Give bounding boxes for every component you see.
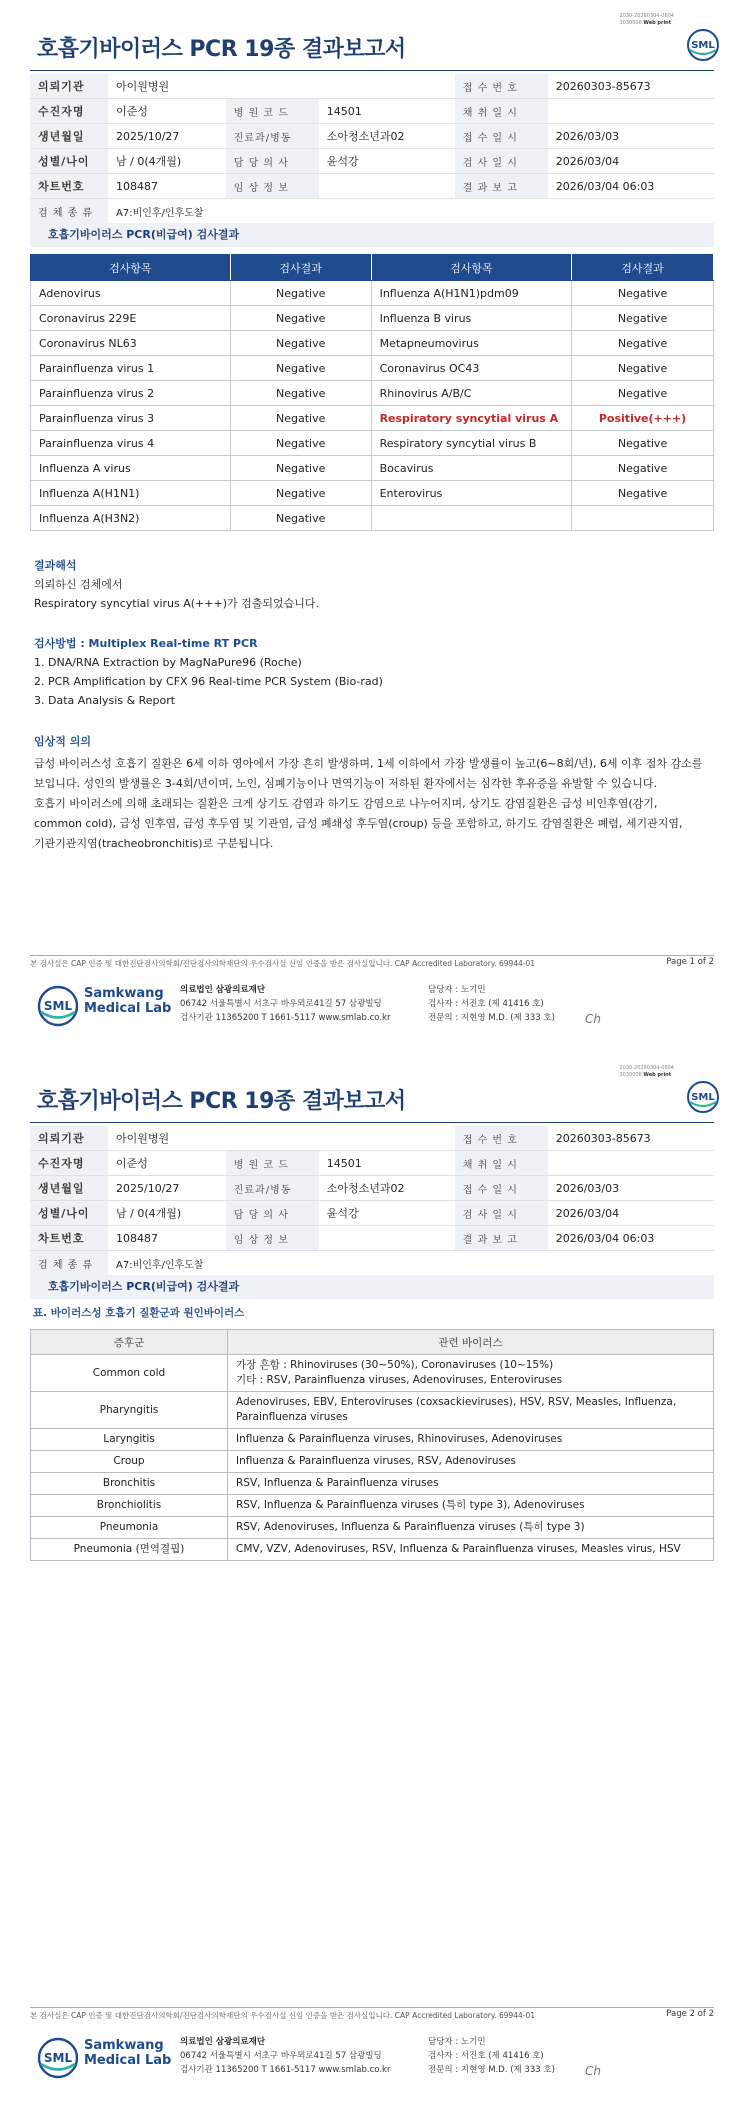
hospital-code: 14501 xyxy=(319,99,455,124)
test-result xyxy=(572,506,714,531)
test-item: Coronavirus OC43 xyxy=(371,356,572,381)
svg-text:SML: SML xyxy=(691,40,715,51)
footer-note: 본 검사실은 CAP 인증 및 대한진단검사의학회/진단검사의학재단의 우수검사실 신임 인증을 받은 검사실입니다. CAP Accredited Laboratory. 69944-01 xyxy=(30,2011,536,2020)
clinical-significance-block: 임상적 의의 급성 바이러스성 호흡기 질환은 6세 이하 영아에서 가장 흔히 발생하며, 1세 이하에서 가장 발생률이 높고(6~8회/년), 6세 이후 점차 감소를 보입니다. 성인의 발생률은 3-4회/년이며, 노인, 심폐기능이나 면역기능이 저하된 환자에서는 심각한 후유증을 유발할 수 있습니다. 호흡기 바이러스에 의해 초래되는 질환은 크게 상기도 감염과 하기도 감염으로 나누어지며, 상기도 감염질환은 급성 비인후염(감기, common cold), 급성 인후염, 급성 후두염 및 기관염, 급성 폐쇄성 후두염(croup) 등을 포함하고, 하기도 감염질환은 폐렴, 세기관지염, 기관기관지염(tracheobronchitis)로 구분됩니다. xyxy=(34,735,703,850)
test-item: Influenza A virus xyxy=(31,456,231,481)
interpretation-block: 결과해석 의뢰하신 검체에서 Respiratory syncytial virus A(+++)가 검출되었습니다. xyxy=(34,559,319,610)
test-item: Influenza A(H1N1)pdm09 xyxy=(371,281,572,306)
results-table: 검사항목 검사결과 검사항목 검사결과 Adenovirus Negative Influenza A(H1N1)pdm09 Negative Coronavirus 229E Negative Influenza B virus Negative Coronavirus NL63 Negative Metapneumovirus Negative Parainfluenza virus 1 Negative Coronavirus OC43 Negative Parainfluenza virus 2 Negative Rhinovirus A/B/C Negative Parainfluenza virus 3 Negative Respiratory syncytial virus A Positive(+++) Parainfluenza virus 4 Negative Respiratory syncytial virus B Negative Influenza A virus Negative Bocavirus Negative Influenza A(H1N1) Negative Enterovirus Negative Influenza A(H3N2) Negative xyxy=(30,254,714,531)
test-item: Enterovirus xyxy=(371,481,572,506)
test-result: Negative xyxy=(572,356,714,381)
test-result: Negative xyxy=(572,381,714,406)
results-section-title: 호흡기바이러스 PCR(비급여) 검사결과 xyxy=(30,223,714,247)
test-result: Negative xyxy=(230,431,371,456)
report-date: 2026/03/04 06:03 xyxy=(548,174,714,199)
disease-row xyxy=(31,1451,714,1473)
syndrome: Pneumonia xyxy=(31,1517,228,1539)
test-result: Negative xyxy=(572,481,714,506)
test-result: Positive(+++) xyxy=(572,406,714,431)
disease-row xyxy=(31,1392,714,1429)
test-item: Coronavirus NL63 xyxy=(31,331,231,356)
department: 소아청소년과02 xyxy=(319,124,455,149)
patient-info-table: 의뢰기관 아이원병원 접 수 번 호 20260303-85673 수진자명 이준성 병 원 코 드 14501 채 취 일 시 생년월일 2025/10/27 진료과/병동 소아청소년과02 접 수 일 시 2026/03/03 성별/나이 남 / 0(4개월) 담 당 의 사 윤석강 검 사 일 시 2026/03/04 차트번호 108487 임 상 정 보 결 과 보 고 2026/03/04 06:03 검 체 종 류 A7:비인후/인후도찰 xyxy=(30,1126,714,1276)
disease-row xyxy=(31,1429,714,1451)
print-stamp: 2030-20260304-0604 3030006 Web print xyxy=(619,13,674,26)
sml-logo-icon xyxy=(37,2037,79,2079)
test-item: Influenza A(H1N1) xyxy=(31,481,231,506)
page-number: Page 1 of 2 xyxy=(666,957,714,967)
test-result: Negative xyxy=(572,331,714,356)
syndrome: Pharyngitis xyxy=(31,1392,228,1429)
method-block: 검사방법 : Multiplex Real-time RT PCR 1. DNA/RNA Extraction by MagNaPure96 (Roche) 2. PCR Amplification by CFX 96 Real-time PCR System (Bio-rad) 3. Data Analysis & Report xyxy=(34,637,383,707)
test-item: Coronavirus 229E xyxy=(31,306,231,331)
test-result: Negative xyxy=(230,331,371,356)
svg-text:SML: SML xyxy=(43,2051,73,2065)
related-viruses: RSV, Adenoviruses, Influenza & Parainfluenza viruses (특히 type 3) xyxy=(228,1517,714,1539)
syndrome: Common cold xyxy=(31,1355,228,1392)
sml-logo-icon xyxy=(686,1080,720,1114)
test-result: Negative xyxy=(230,506,371,531)
syndrome: Bronchiolitis xyxy=(31,1495,228,1517)
brand-name: Samkwang Medical Lab xyxy=(84,986,172,1016)
disease-virus-table: 증후군 관련 바이러스 Common cold 가장 흔함 : Rhinoviruses (30~50%), Coronaviruses (10~15%) 기타 : RSV, Parainfluenza viruses, Adenoviruses, Enteroviruses Pharyngitis Adenoviruses, EBV, Enteroviruses (coxsackieviruses), HSV, RSV, Measles, Influenza, Parainfluenza viruses Laryngitis Influenza & Parainfluenza viruses, Rhinoviruses, Adenoviruses Croup Influenza & Parainfluenza viruses, RSV, Adenoviruses Bronchitis RSV, Influenza & Parainfluenza viruses Bronchiolitis RSV, Influenza & Parainfluenza viruses (특히 type 3), Adenoviruses Pneumonia RSV, Adenoviruses, Influenza & Parainfluenza viruses (특히 type 3) Pneumonia (면역결핍) CMV, VZV, Adenoviruses, RSV, Influenza & Parainfluenza viruses, Measles virus, HSV xyxy=(30,1329,714,1561)
test-item: Parainfluenza virus 2 xyxy=(31,381,231,406)
patient-name: 이준성 xyxy=(108,99,226,124)
syndrome: Laryngitis xyxy=(31,1429,228,1451)
disease-row xyxy=(31,1355,714,1392)
test-item xyxy=(371,506,572,531)
result-row xyxy=(31,456,714,481)
test-result: Negative xyxy=(230,406,371,431)
report-title: 호흡기바이러스 PCR 19종 결과보고서 xyxy=(37,37,406,62)
test-result: Negative xyxy=(230,481,371,506)
test-result: Negative xyxy=(572,456,714,481)
disease-table-title: 표. 바이러스성 호흡기 질환군과 원인바이러스 xyxy=(33,1307,245,1319)
results-section-title: 호흡기바이러스 PCR(비급여) 검사결과 xyxy=(30,1275,714,1299)
brand-name: Samkwang Medical Lab xyxy=(84,2038,172,2068)
test-item: Parainfluenza virus 3 xyxy=(31,406,231,431)
test-result: Negative xyxy=(230,456,371,481)
test-result: Negative xyxy=(230,356,371,381)
result-row xyxy=(31,381,714,406)
syndrome: Croup xyxy=(31,1451,228,1473)
test-result: Negative xyxy=(230,381,371,406)
receipt-date: 2026/03/03 xyxy=(548,124,714,149)
related-viruses: Adenoviruses, EBV, Enteroviruses (coxsackieviruses), HSV, RSV, Measles, Influenza, Parainfluenza viruses xyxy=(228,1392,714,1429)
related-viruses: Influenza & Parainfluenza viruses, Rhinoviruses, Adenoviruses xyxy=(228,1429,714,1451)
test-result: Negative xyxy=(572,306,714,331)
page-number: Page 2 of 2 xyxy=(666,2009,714,2019)
birth-date: 2025/10/27 xyxy=(108,124,226,149)
footer-note: 본 검사실은 CAP 인증 및 대한진단검사의학회/진단검사의학재단의 우수검사실 신임 인증을 받은 검사실입니다. CAP Accredited Laboratory. 69944-01 xyxy=(30,959,536,968)
test-item: Adenovirus xyxy=(31,281,231,306)
result-row xyxy=(31,306,714,331)
result-row xyxy=(31,406,714,431)
test-item: Bocavirus xyxy=(371,456,572,481)
result-row xyxy=(31,431,714,456)
test-item: Parainfluenza virus 4 xyxy=(31,431,231,456)
signature: Ch xyxy=(585,2064,601,2078)
test-item: Influenza A(H3N2) xyxy=(31,506,231,531)
test-item: Parainfluenza virus 1 xyxy=(31,356,231,381)
related-viruses: Influenza & Parainfluenza viruses, RSV, Adenoviruses xyxy=(228,1451,714,1473)
test-item: Influenza B virus xyxy=(371,306,572,331)
disease-row xyxy=(31,1473,714,1495)
test-result: Negative xyxy=(572,431,714,456)
sex-age: 남 / 0(4개월) xyxy=(108,149,226,174)
patient-info-table: 의뢰기관 아이원병원 접 수 번 호 20260303-85673 수진자명 이준성 병 원 코 드 14501 채 취 일 시 생년월일 2025/10/27 진료과/병동 소아청소년과02 접 수 일 시 2026/03/03 성별/나이 남 / 0(4개월) 담 당 의 사 윤석강 검 사 일 시 2026/03/04 차트번호 108487 임 상 정 보 결 과 보 고 2026/03/04 06:03 검 체 종 류 A7:비인후/인후도찰 xyxy=(30,74,714,224)
clinical-info xyxy=(319,174,455,199)
test-result: Negative xyxy=(230,306,371,331)
signature: Ch xyxy=(585,1012,601,1026)
sml-logo-icon xyxy=(37,985,79,1027)
test-item: Respiratory syncytial virus A xyxy=(371,406,572,431)
specimen-type: A7:비인후/인후도찰 xyxy=(108,199,714,224)
doctor: 윤석강 xyxy=(319,149,455,174)
print-stamp: 2030-20260304-0604 3030006 Web print xyxy=(619,1065,674,1078)
sml-logo-icon xyxy=(686,28,720,62)
related-viruses: RSV, Influenza & Parainfluenza viruses (특히 type 3), Adenoviruses xyxy=(228,1495,714,1517)
related-viruses: RSV, Influenza & Parainfluenza viruses xyxy=(228,1473,714,1495)
footer-address: 의료법인 삼광의료재단 06742 서울특별시 서초구 바우뫼로41길 57 삼광빌딩 검사기관 11365200 T 1661-5117 www.smlab.co.kr xyxy=(180,985,391,1023)
test-item: Metapneumovirus xyxy=(371,331,572,356)
result-row xyxy=(31,356,714,381)
syndrome: Bronchitis xyxy=(31,1473,228,1495)
footer-staff: 담당자 : 노기민 검사자 : 서진호 (제 41416 호) 전문의 : 지현영 M.D. (제 333 호) xyxy=(428,985,555,1023)
syndrome: Pneumonia (면역결핍) xyxy=(31,1539,228,1561)
report-title: 호흡기바이러스 PCR 19종 결과보고서 xyxy=(37,1089,406,1114)
result-row xyxy=(31,506,714,531)
report-page-2 xyxy=(0,1052,744,2104)
result-row xyxy=(31,281,714,306)
footer-address: 의료법인 삼광의료재단 06742 서울특별시 서초구 바우뫼로41길 57 삼광빌딩 검사기관 11365200 T 1661-5117 www.smlab.co.kr xyxy=(180,2037,391,2075)
test-date: 2026/03/04 xyxy=(548,149,714,174)
disease-row xyxy=(31,1495,714,1517)
svg-text:SML: SML xyxy=(43,999,73,1013)
test-item: Rhinovirus A/B/C xyxy=(371,381,572,406)
test-result: Negative xyxy=(572,281,714,306)
collect-date xyxy=(548,99,714,124)
related-viruses: 가장 흔함 : Rhinoviruses (30~50%), Coronaviruses (10~15%) 기타 : RSV, Parainfluenza viruses, Adenoviruses, Enteroviruses xyxy=(228,1355,714,1392)
related-viruses: CMV, VZV, Adenoviruses, RSV, Influenza & Parainfluenza viruses, Measles virus, HSV xyxy=(228,1539,714,1561)
footer-staff: 담당자 : 노기민 검사자 : 서진호 (제 41416 호) 전문의 : 지현영 M.D. (제 333 호) xyxy=(428,2037,555,2075)
svg-text:SML: SML xyxy=(691,1092,715,1103)
test-item: Respiratory syncytial virus B xyxy=(371,431,572,456)
requester: 아이원병원 xyxy=(108,74,455,99)
receipt-no: 20260303-85673 xyxy=(548,74,714,99)
disease-row xyxy=(31,1517,714,1539)
result-row xyxy=(31,331,714,356)
result-row xyxy=(31,481,714,506)
chart-no: 108487 xyxy=(108,174,226,199)
disease-row xyxy=(31,1539,714,1561)
test-result: Negative xyxy=(230,281,371,306)
